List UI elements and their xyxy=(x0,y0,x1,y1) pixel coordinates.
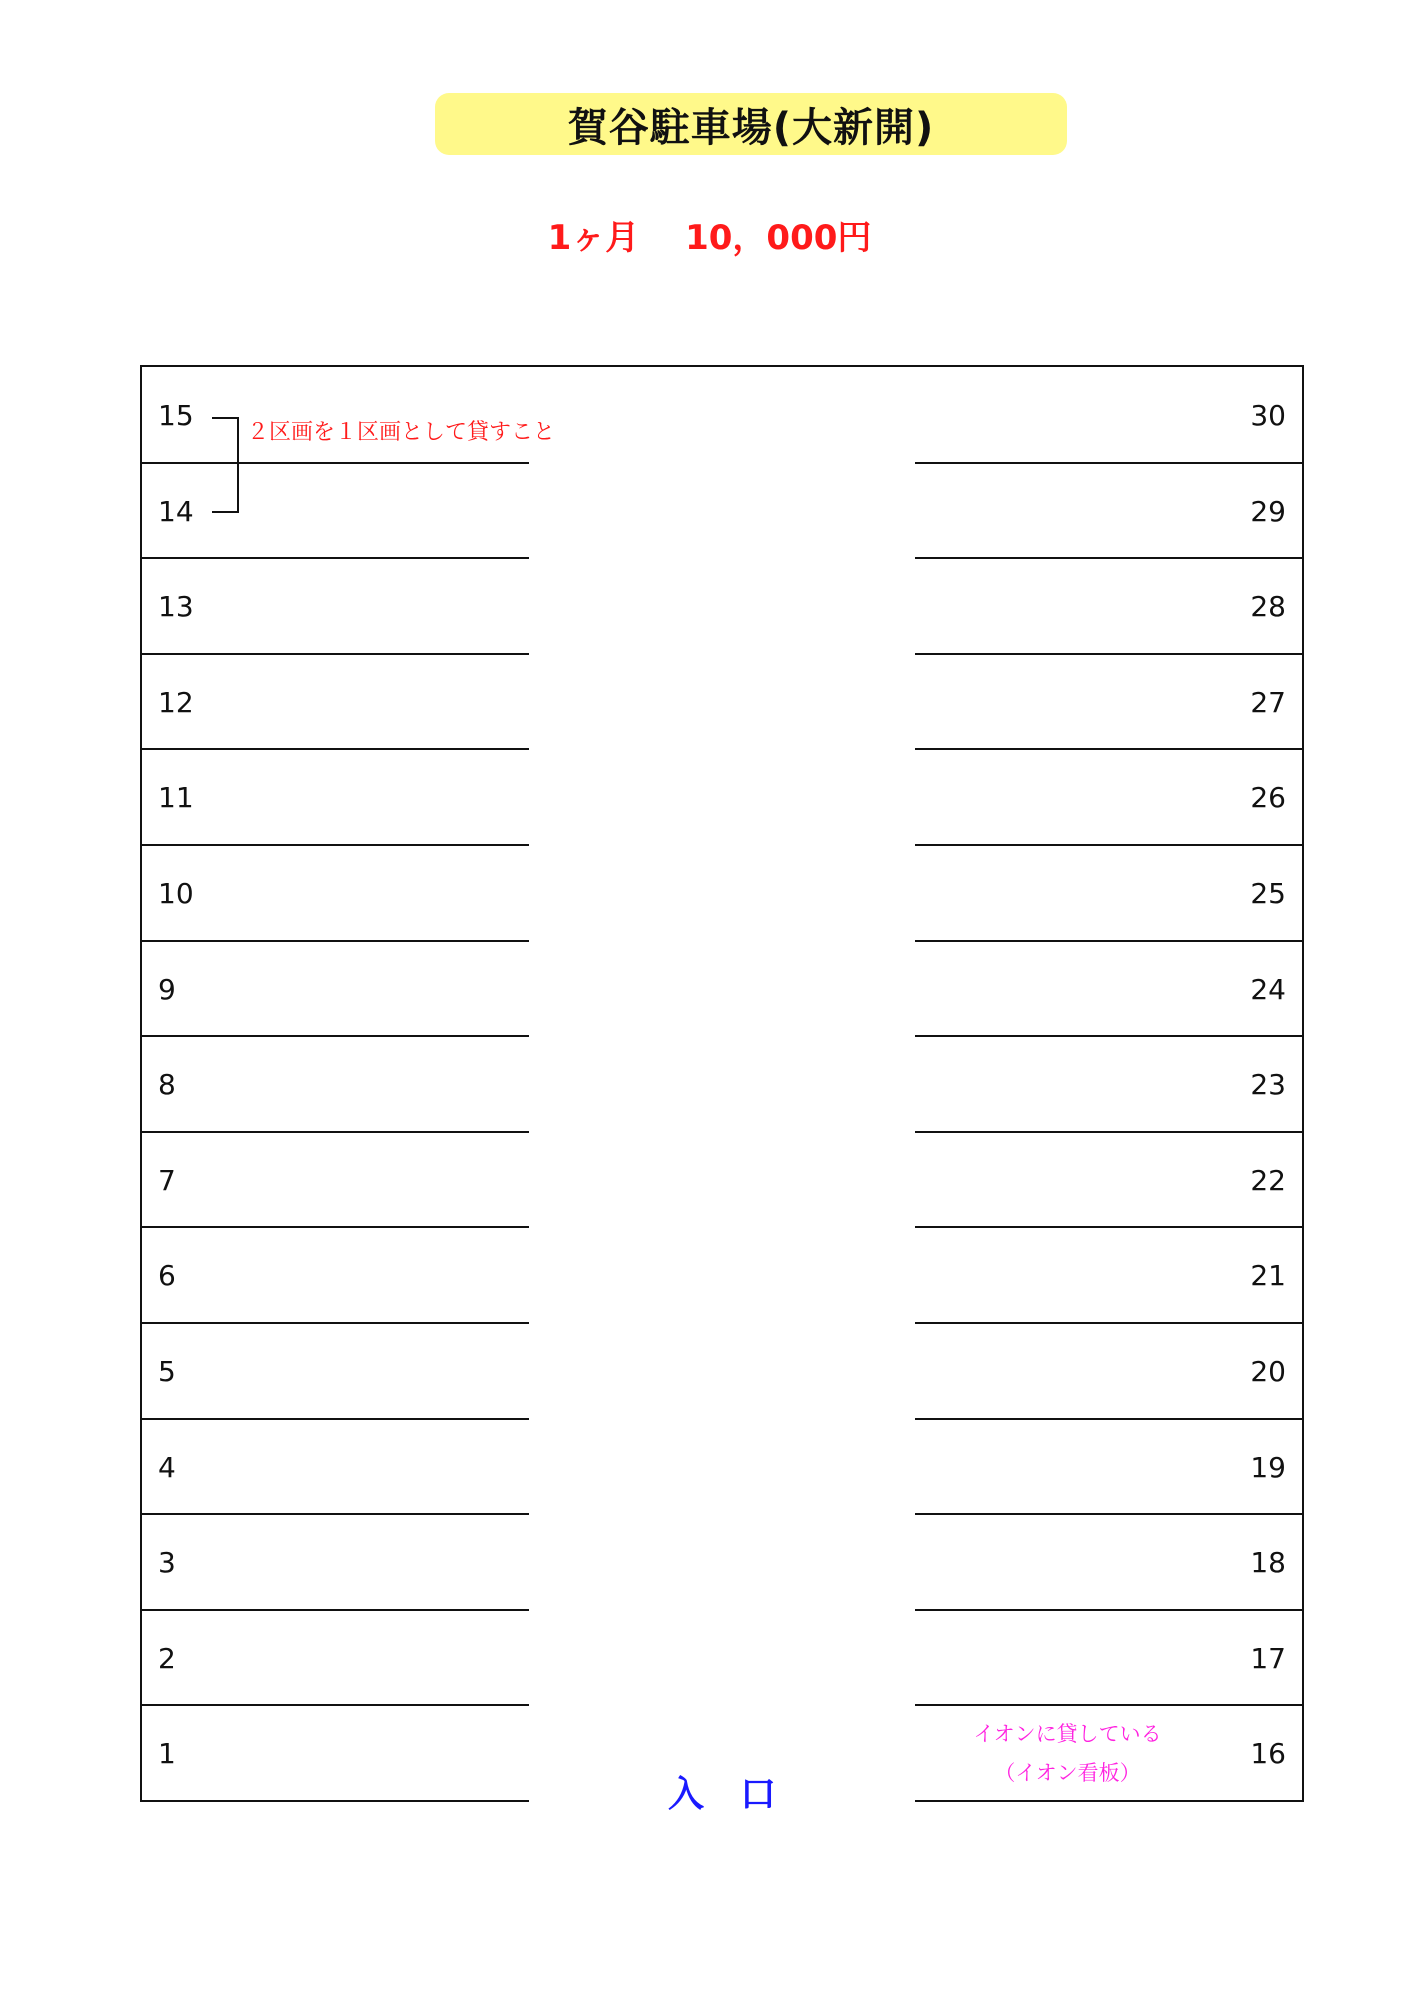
slot-divider-right xyxy=(915,1418,1304,1420)
slot-number-left: 2 xyxy=(158,1642,176,1675)
lot-left-wall xyxy=(140,367,142,1802)
slot-number-right: 20 xyxy=(1250,1355,1286,1388)
slot-divider-left xyxy=(140,1322,529,1324)
slot-divider-right xyxy=(915,1035,1304,1037)
slot-divider-right xyxy=(915,1704,1304,1706)
slot-divider-left xyxy=(140,557,529,559)
bracket-vertical-line xyxy=(237,417,239,512)
title-banner xyxy=(435,93,1067,155)
slot-number-left: 10 xyxy=(158,877,194,910)
bracket-bottom-line xyxy=(212,511,239,513)
slot-number-right: 28 xyxy=(1250,590,1286,623)
slot-divider-left xyxy=(140,1131,529,1133)
slot-number-right: 26 xyxy=(1250,781,1286,814)
slot-divider-right xyxy=(915,1131,1304,1133)
parking-lot-diagram xyxy=(140,365,1304,1802)
slot-number-left: 8 xyxy=(158,1068,176,1101)
slot-number-left: 1 xyxy=(158,1737,176,1770)
slot-divider-left xyxy=(140,844,529,846)
aeon-signboard-note: （イオン看板） xyxy=(994,1761,1141,1785)
slot-number-right: 21 xyxy=(1250,1259,1286,1292)
page-title: 賀谷駐車場(大新開) xyxy=(567,104,935,151)
slot-number-left: 6 xyxy=(158,1259,176,1292)
slot-number-right: 27 xyxy=(1250,686,1286,719)
slot-number-left: 4 xyxy=(158,1451,176,1484)
slot-number-left: 3 xyxy=(158,1546,176,1579)
slot-divider-left xyxy=(140,748,529,750)
aeon-rental-note: イオンに貸している xyxy=(973,1722,1162,1746)
slot-number-right: 29 xyxy=(1250,495,1286,528)
slot-number-left: 5 xyxy=(158,1355,176,1388)
slot-divider-right xyxy=(915,940,1304,942)
slot-divider-right xyxy=(915,462,1304,464)
slot-number-right: 25 xyxy=(1250,877,1286,910)
slot-divider-right xyxy=(915,653,1304,655)
slot-divider-left xyxy=(140,1513,529,1515)
slot-number-left: 11 xyxy=(158,781,194,814)
slot-number-left: 12 xyxy=(158,686,194,719)
slot-number-left: 15 xyxy=(158,399,194,432)
slot-divider-right xyxy=(915,748,1304,750)
slot-number-left: 14 xyxy=(158,495,194,528)
slot-divider-left xyxy=(140,1704,529,1706)
slot-divider-right xyxy=(915,1322,1304,1324)
entrance-label: 入 口 xyxy=(668,1774,777,1815)
slot-number-right: 16 xyxy=(1250,1737,1286,1770)
slot-divider-right xyxy=(915,1513,1304,1515)
slot-number-right: 17 xyxy=(1250,1642,1286,1675)
slot-divider-left xyxy=(140,940,529,942)
slot-divider-left xyxy=(140,462,529,464)
slot-divider-right xyxy=(915,557,1304,559)
slot-divider-right xyxy=(915,1800,1304,1802)
slot-divider-left xyxy=(140,1800,529,1802)
slot-divider-right xyxy=(915,1226,1304,1228)
slot-number-right: 19 xyxy=(1250,1451,1286,1484)
slot-number-left: 13 xyxy=(158,590,194,623)
slot-number-left: 7 xyxy=(158,1164,176,1197)
slot-divider-right xyxy=(915,1609,1304,1611)
lot-right-wall xyxy=(1302,367,1304,1802)
slot-number-right: 22 xyxy=(1250,1164,1286,1197)
slot-divider-left xyxy=(140,1226,529,1228)
bracket-top-line xyxy=(212,417,239,419)
slot-number-right: 23 xyxy=(1250,1068,1286,1101)
slot-divider-left xyxy=(140,1609,529,1611)
combined-slots-note: ２区画を１区画として貸すこと xyxy=(247,420,556,445)
slot-divider-right xyxy=(915,844,1304,846)
slot-divider-left xyxy=(140,653,529,655)
monthly-price: 1ヶ月 10，000円 xyxy=(547,218,872,258)
slot-divider-left xyxy=(140,1035,529,1037)
slot-number-right: 18 xyxy=(1250,1546,1286,1579)
slot-number-right: 30 xyxy=(1250,399,1286,432)
slot-number-left: 9 xyxy=(158,973,176,1006)
slot-divider-left xyxy=(140,1418,529,1420)
slot-number-right: 24 xyxy=(1250,973,1286,1006)
